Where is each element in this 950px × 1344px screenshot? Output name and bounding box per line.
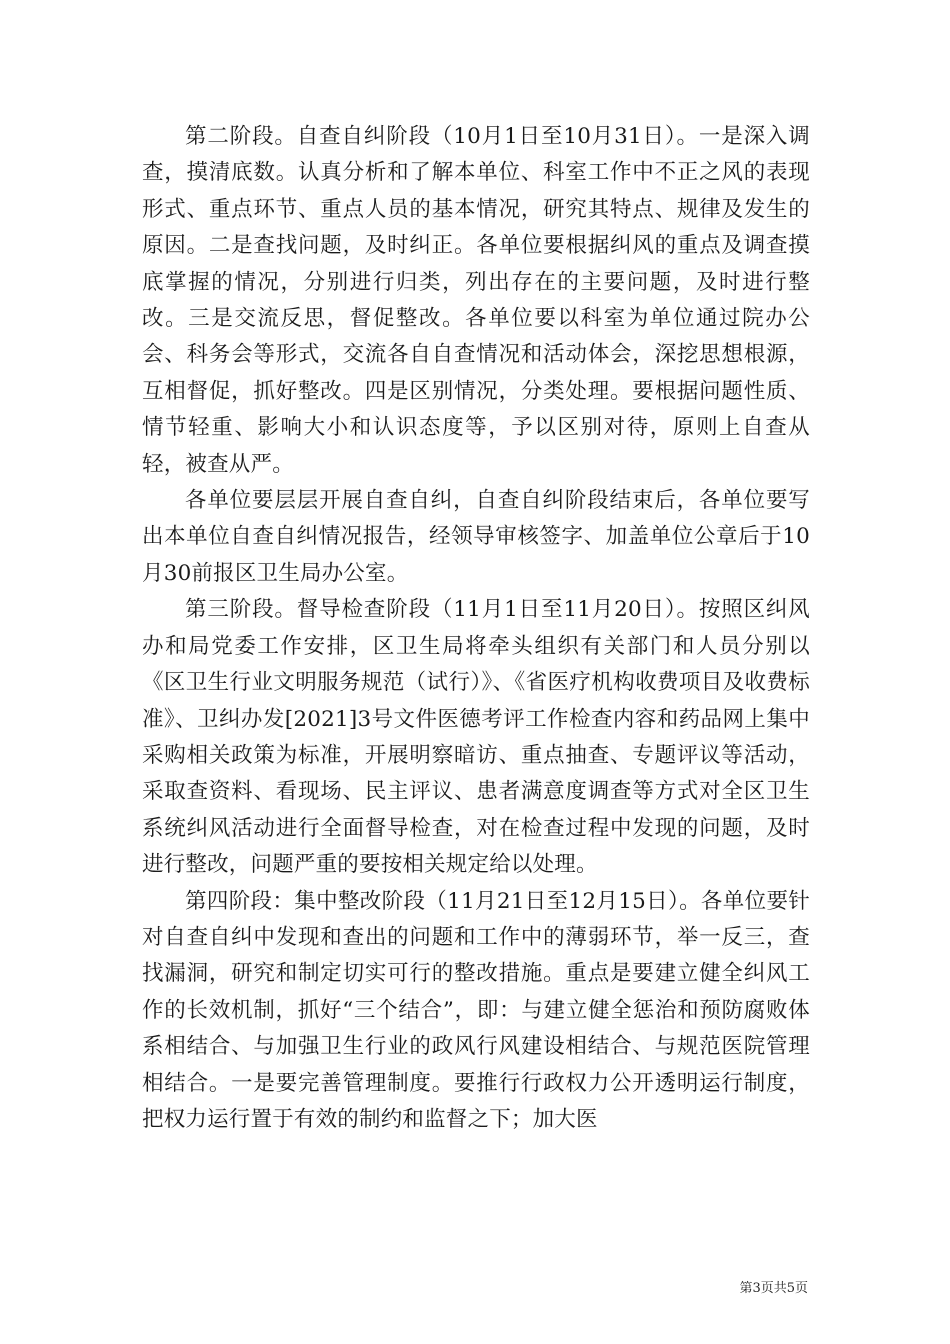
page-number-footer: 第3页共5页: [739, 1281, 808, 1296]
paragraph-stage-three: 第三阶段。督导检查阶段（11月1日至11月20日）。按照区纠风办和局党委工作安排，区卫生局将牵头组织有关部门和人员分别以《区卫生行业文明服务规范（试行）》、《省医疗机构收费项目及收费标准》、卫纠办发[2021]3号文件医德考评工作检查内容和药品网上集中采购相关政策为标准，开展明察暗访、重点抽查、专题评议等活动，采取查资料、看现场、民主评议、患者满意度调查等方式对全区卫生系统纠风活动进行全面督导检查，对在检查过程中发现的问题，及时进行整改，问题严重的要按相关规定给以处理。: [142, 597, 810, 878]
paragraph-stage-two: 第二阶段。自查自纠阶段（10月1日至10月31日）。一是深入调查，摸清底数。认真分析和了解本单位、科室工作中不正之风的表现形式、重点环节、重点人员的基本情况，研究其特点、规律及发生的原因。二是查找问题，及时纠正。各单位要根据纠风的重点及调查摸底掌握的情况，分别进行归类，列出存在的主要问题，及时进行整改。三是交流反思，督促整改。各单位要以科室为单位通过院办公会、科务会等形式，交流各自自查情况和活动体会，深挖思想根源，互相督促，抓好整改。四是区别情况，分类处理。要根据问题性质、情节轻重、影响大小和认识态度等，予以区别对待，原则上自查从轻，被查从严。: [142, 124, 810, 477]
paragraph-self-check-report: 各单位要层层开展自查自纠，自查自纠阶段结束后，各单位要写出本单位自查自纠情况报告，经领导审核签字、加盖单位公章后于10月30前报区卫生局办公室。: [142, 488, 810, 586]
document-body: [142, 119, 810, 1138]
paragraph-stage-four: 第四阶段：集中整改阶段（11月21日至12月15日）。各单位要针对自查自纠中发现和查出的问题和工作中的薄弱环节，举一反三，查找漏洞，研究和制定切实可行的整改措施。重点是要建立健全纠风工作的长效机制，抓好“三个结合”，即：与建立健全惩治和预防腐败体系相结合、与加强卫生行业的政风行风建设相结合、与规范医院管理相结合。一是要完善管理制度。要推行行政权力公开透明运行制度，把权力运行置于有效的制约和监督之下；加大医: [142, 888, 810, 1132]
